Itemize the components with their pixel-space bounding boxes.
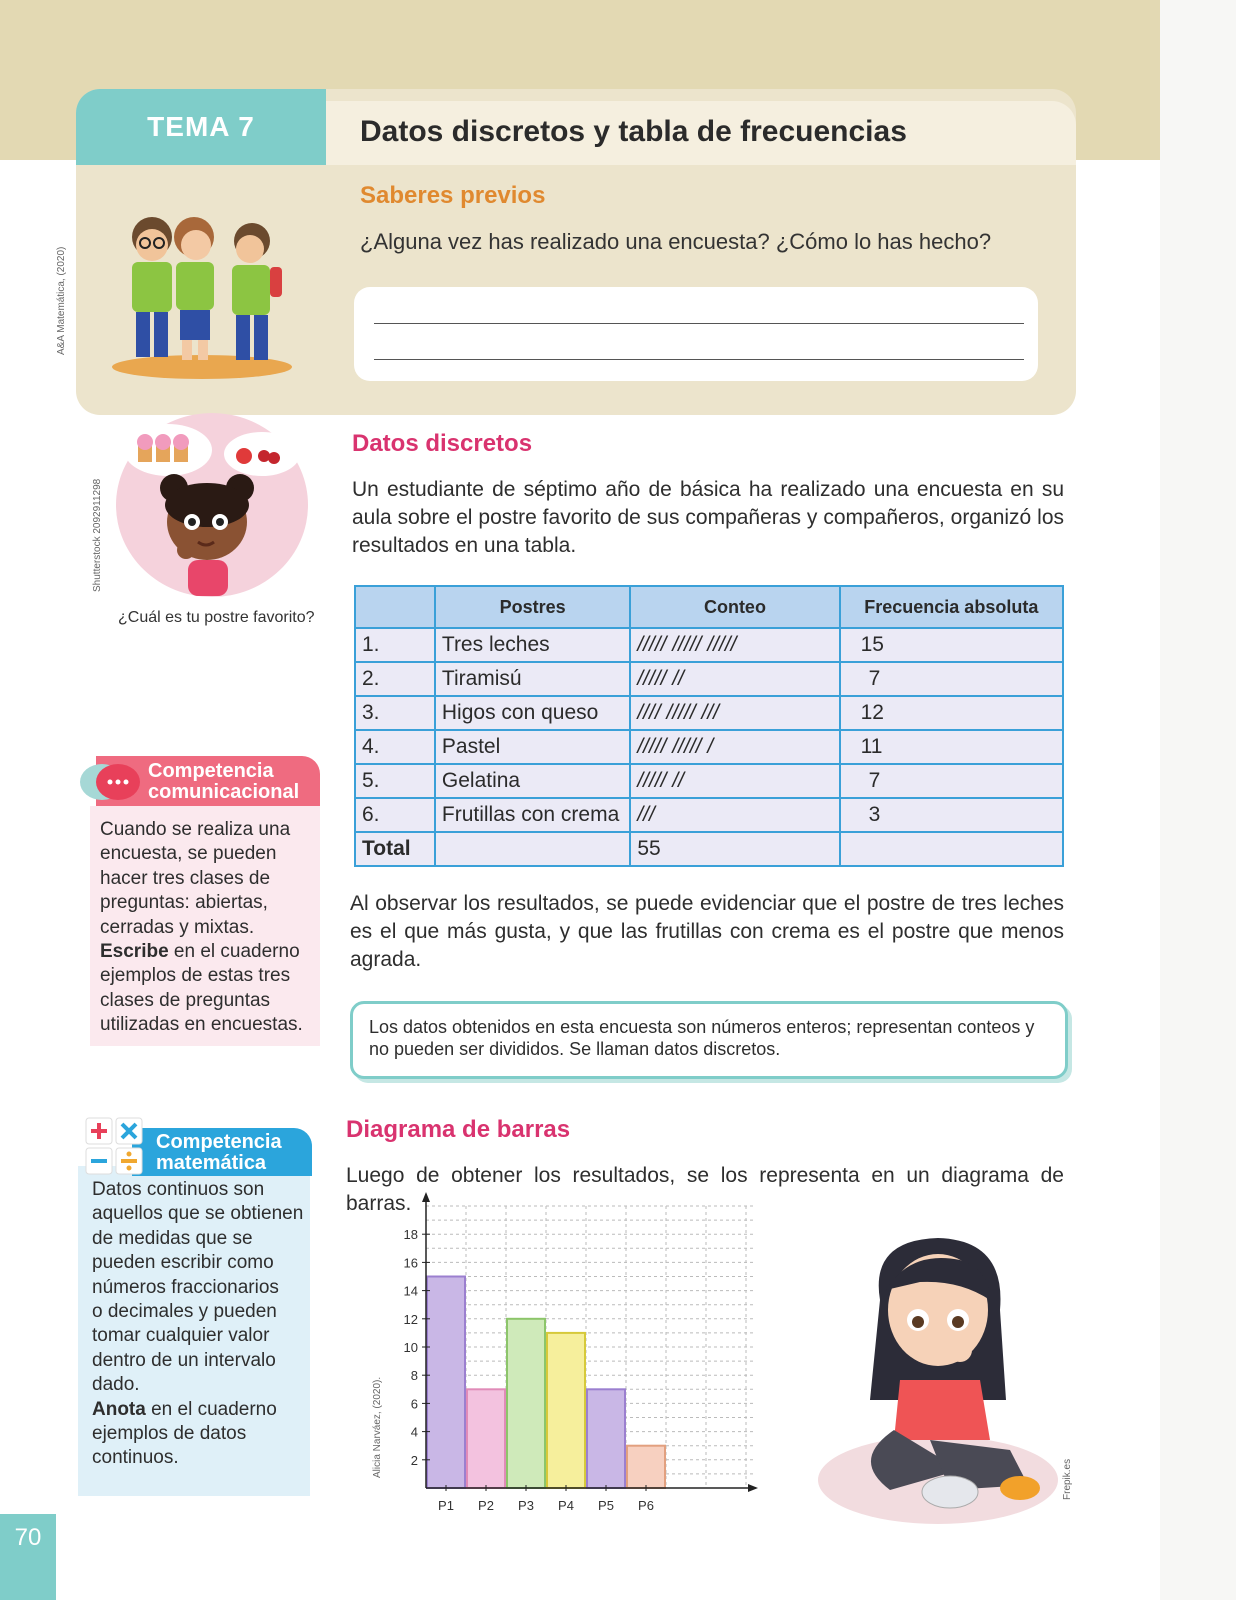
y-tick-label: 8 bbox=[410, 1368, 418, 1384]
empty-cell bbox=[840, 832, 1063, 866]
girl-image-credit: Shutterstock 2092911298 bbox=[92, 478, 103, 592]
table-header-cell: Frecuencia absoluta bbox=[840, 586, 1063, 628]
row-number: 2. bbox=[355, 662, 435, 696]
y-tick-label: 12 bbox=[403, 1311, 418, 1327]
text-line: Cuando se realiza una bbox=[100, 819, 291, 840]
comunicacional-title-line1: Competencia bbox=[148, 760, 274, 782]
answer-box[interactable] bbox=[354, 287, 1038, 381]
text-line: preguntas: abiertas, bbox=[100, 892, 268, 914]
discretos-intro: Un estudiante de séptimo año de básica ha realizado una encuesta en su aula sobre el postre favorito de sus compañeras y compañeros, organizó los resultados en una tabla. bbox=[352, 478, 1064, 557]
table-header-cell: Conteo bbox=[630, 586, 839, 628]
bar-p1 bbox=[427, 1277, 465, 1489]
comunicacional-title-line2: comunicacional bbox=[148, 781, 300, 803]
dessert-name: Frutillas con crema bbox=[435, 798, 630, 832]
tally-marks: ///// // bbox=[630, 764, 839, 798]
text-line: ejemplos de estas tres bbox=[100, 965, 291, 987]
answer-line-2[interactable] bbox=[374, 359, 1024, 360]
tally-marks: /// bbox=[630, 798, 839, 832]
tally-marks: ///// ///// / bbox=[630, 730, 839, 764]
page-edge bbox=[1160, 0, 1236, 1600]
table-row bbox=[355, 764, 1063, 798]
y-tick-label: 16 bbox=[403, 1255, 418, 1271]
matematica-title-line1: Competencia bbox=[156, 1131, 282, 1153]
text-line: cerradas y mixtas. bbox=[100, 916, 255, 938]
absolute-frequency: 11 bbox=[840, 730, 1063, 764]
text-line: números fraccionarios bbox=[92, 1276, 279, 1298]
text-line: dentro de un intervalo bbox=[92, 1349, 276, 1371]
text-line: Datos continuos son bbox=[92, 1179, 265, 1200]
girl2-image-credit: Frepik.es bbox=[1062, 1458, 1073, 1500]
absolute-frequency: 3 bbox=[840, 798, 1063, 832]
table-row bbox=[355, 662, 1063, 696]
text-line: de medidas que se bbox=[92, 1227, 253, 1249]
bar-p3 bbox=[507, 1319, 545, 1488]
text-line: dado. bbox=[92, 1374, 140, 1396]
bar-p5 bbox=[587, 1389, 625, 1488]
bold-verb: Anota bbox=[92, 1398, 146, 1420]
math-operations-icon bbox=[84, 1116, 146, 1178]
section-title-diagrama-barras: Diagrama de barras bbox=[346, 1116, 571, 1143]
page-number: 70 bbox=[0, 1514, 56, 1600]
text-line: o decimales y pueden bbox=[92, 1301, 277, 1323]
matematica-title bbox=[156, 1132, 282, 1174]
absolute-frequency: 7 bbox=[840, 764, 1063, 798]
dessert-name: Gelatina bbox=[435, 764, 630, 798]
topic-header bbox=[76, 89, 1076, 415]
text-line: utilizadas en encuestas. bbox=[100, 1014, 303, 1036]
comunicacional-text bbox=[100, 818, 315, 1038]
row-number: 3. bbox=[355, 696, 435, 730]
x-tick-label: P2 bbox=[478, 1498, 494, 1513]
tally-marks: ///// ///// ///// bbox=[630, 628, 839, 662]
y-tick-label: 14 bbox=[403, 1283, 418, 1299]
dessert-name: Pastel bbox=[435, 730, 630, 764]
section-title-datos-discretos: Datos discretos bbox=[352, 430, 533, 457]
y-tick-label: 4 bbox=[410, 1424, 418, 1440]
x-tick-label: P5 bbox=[598, 1498, 614, 1513]
definition-box bbox=[350, 1001, 1068, 1079]
x-axis-arrow bbox=[748, 1484, 758, 1492]
prior-knowledge-question: ¿Alguna vez has realizado una encuesta? ¿Cómo lo has hecho? bbox=[360, 229, 992, 254]
matematica-text bbox=[92, 1178, 310, 1471]
dessert-name: Tiramisú bbox=[435, 662, 630, 696]
y-tick-label: 18 bbox=[403, 1227, 418, 1243]
row-number: 1. bbox=[355, 628, 435, 662]
competencia-matematica-box bbox=[78, 1116, 312, 1496]
tally-marks: //// ///// /// bbox=[630, 696, 839, 730]
text-line: clases de preguntas bbox=[100, 989, 271, 1011]
y-tick-label: 2 bbox=[410, 1452, 418, 1468]
dessert-name: Tres leches bbox=[435, 628, 630, 662]
text-span: en el cuaderno bbox=[168, 941, 300, 963]
text-line: ejemplos de datos bbox=[92, 1423, 247, 1445]
row-number: 6. bbox=[355, 798, 435, 832]
x-tick-label: P6 bbox=[638, 1498, 654, 1513]
y-tick-label: 6 bbox=[410, 1396, 418, 1412]
bar-p6 bbox=[627, 1446, 665, 1488]
total-label: Total bbox=[355, 832, 435, 866]
table-header-cell bbox=[355, 586, 435, 628]
girl-caption: ¿Cuál es tu postre favorito? bbox=[118, 609, 315, 626]
students-illustration bbox=[102, 207, 302, 377]
row-number: 4. bbox=[355, 730, 435, 764]
bar-p2 bbox=[467, 1389, 505, 1488]
table-total-row bbox=[355, 832, 1063, 866]
table-row bbox=[355, 628, 1063, 662]
answer-line-1[interactable] bbox=[374, 323, 1024, 324]
absolute-frequency: 12 bbox=[840, 696, 1063, 730]
definition-text: Los datos obtenidos en esta encuesta son números enteros; representan conteos y no pueden ser divididos. Se llaman datos discretos. bbox=[369, 1017, 1035, 1059]
text-line: encuesta, se pueden bbox=[100, 843, 277, 865]
text-span: en el cuaderno bbox=[145, 1398, 277, 1420]
matematica-title-line2: matemática bbox=[156, 1152, 267, 1174]
competencia-comunicacional-box bbox=[78, 756, 320, 1046]
text-line: aquellos que se obtienen bbox=[92, 1203, 304, 1225]
sitting-girl-illustration bbox=[810, 1230, 1060, 1530]
page-title: Datos discretos y tabla de frecuencias bbox=[360, 115, 907, 148]
x-tick-label: P3 bbox=[518, 1498, 534, 1513]
y-tick-label: 10 bbox=[403, 1340, 418, 1355]
total-value: 55 bbox=[630, 832, 839, 866]
bar-p4 bbox=[547, 1333, 585, 1488]
dessert-name: Higos con queso bbox=[435, 696, 630, 730]
chart-credit: Alicia Narváez, (2020). bbox=[372, 1376, 383, 1478]
x-tick-label: P1 bbox=[438, 1498, 454, 1513]
absolute-frequency: 7 bbox=[840, 662, 1063, 696]
speech-bubble-icon bbox=[78, 760, 142, 806]
table-header-cell: Postres bbox=[435, 586, 630, 628]
table-row bbox=[355, 730, 1063, 764]
table-row bbox=[355, 696, 1063, 730]
saberes-previos-heading: Saberes previos bbox=[360, 182, 546, 209]
table-header-row bbox=[355, 586, 1063, 628]
x-tick-label: P4 bbox=[558, 1498, 574, 1513]
topic-number-tab: TEMA 7 bbox=[76, 89, 326, 165]
text-line: tomar cualquier valor bbox=[92, 1325, 270, 1347]
tally-marks: ///// // bbox=[630, 662, 839, 696]
barras-intro: Luego de obtener los resultados, se los representa en un diagrama de barras. bbox=[346, 1164, 1064, 1215]
row-number: 5. bbox=[355, 764, 435, 798]
girl-thinking-illustration bbox=[112, 410, 312, 600]
header-image-credit: A&A Matemática, (2020) bbox=[56, 246, 67, 355]
text-line: hacer tres clases de bbox=[100, 867, 271, 889]
bar-chart bbox=[380, 1210, 780, 1540]
table-row bbox=[355, 798, 1063, 832]
text-line bbox=[100, 940, 315, 964]
empty-cell bbox=[435, 832, 630, 866]
absolute-frequency: 15 bbox=[840, 628, 1063, 662]
bold-verb: Escribe bbox=[100, 941, 169, 963]
discretos-conclusion: Al observar los resultados, se puede evidenciar que el postre de tres leches es el que más gusta, y que las frutillas con crema es el postre que menos agrada. bbox=[350, 892, 1064, 971]
text-line bbox=[92, 1398, 310, 1422]
frequency-table bbox=[354, 585, 1064, 867]
text-line: pueden escribir como bbox=[92, 1252, 274, 1274]
text-line: continuos. bbox=[92, 1447, 179, 1469]
comunicacional-title bbox=[148, 761, 299, 803]
